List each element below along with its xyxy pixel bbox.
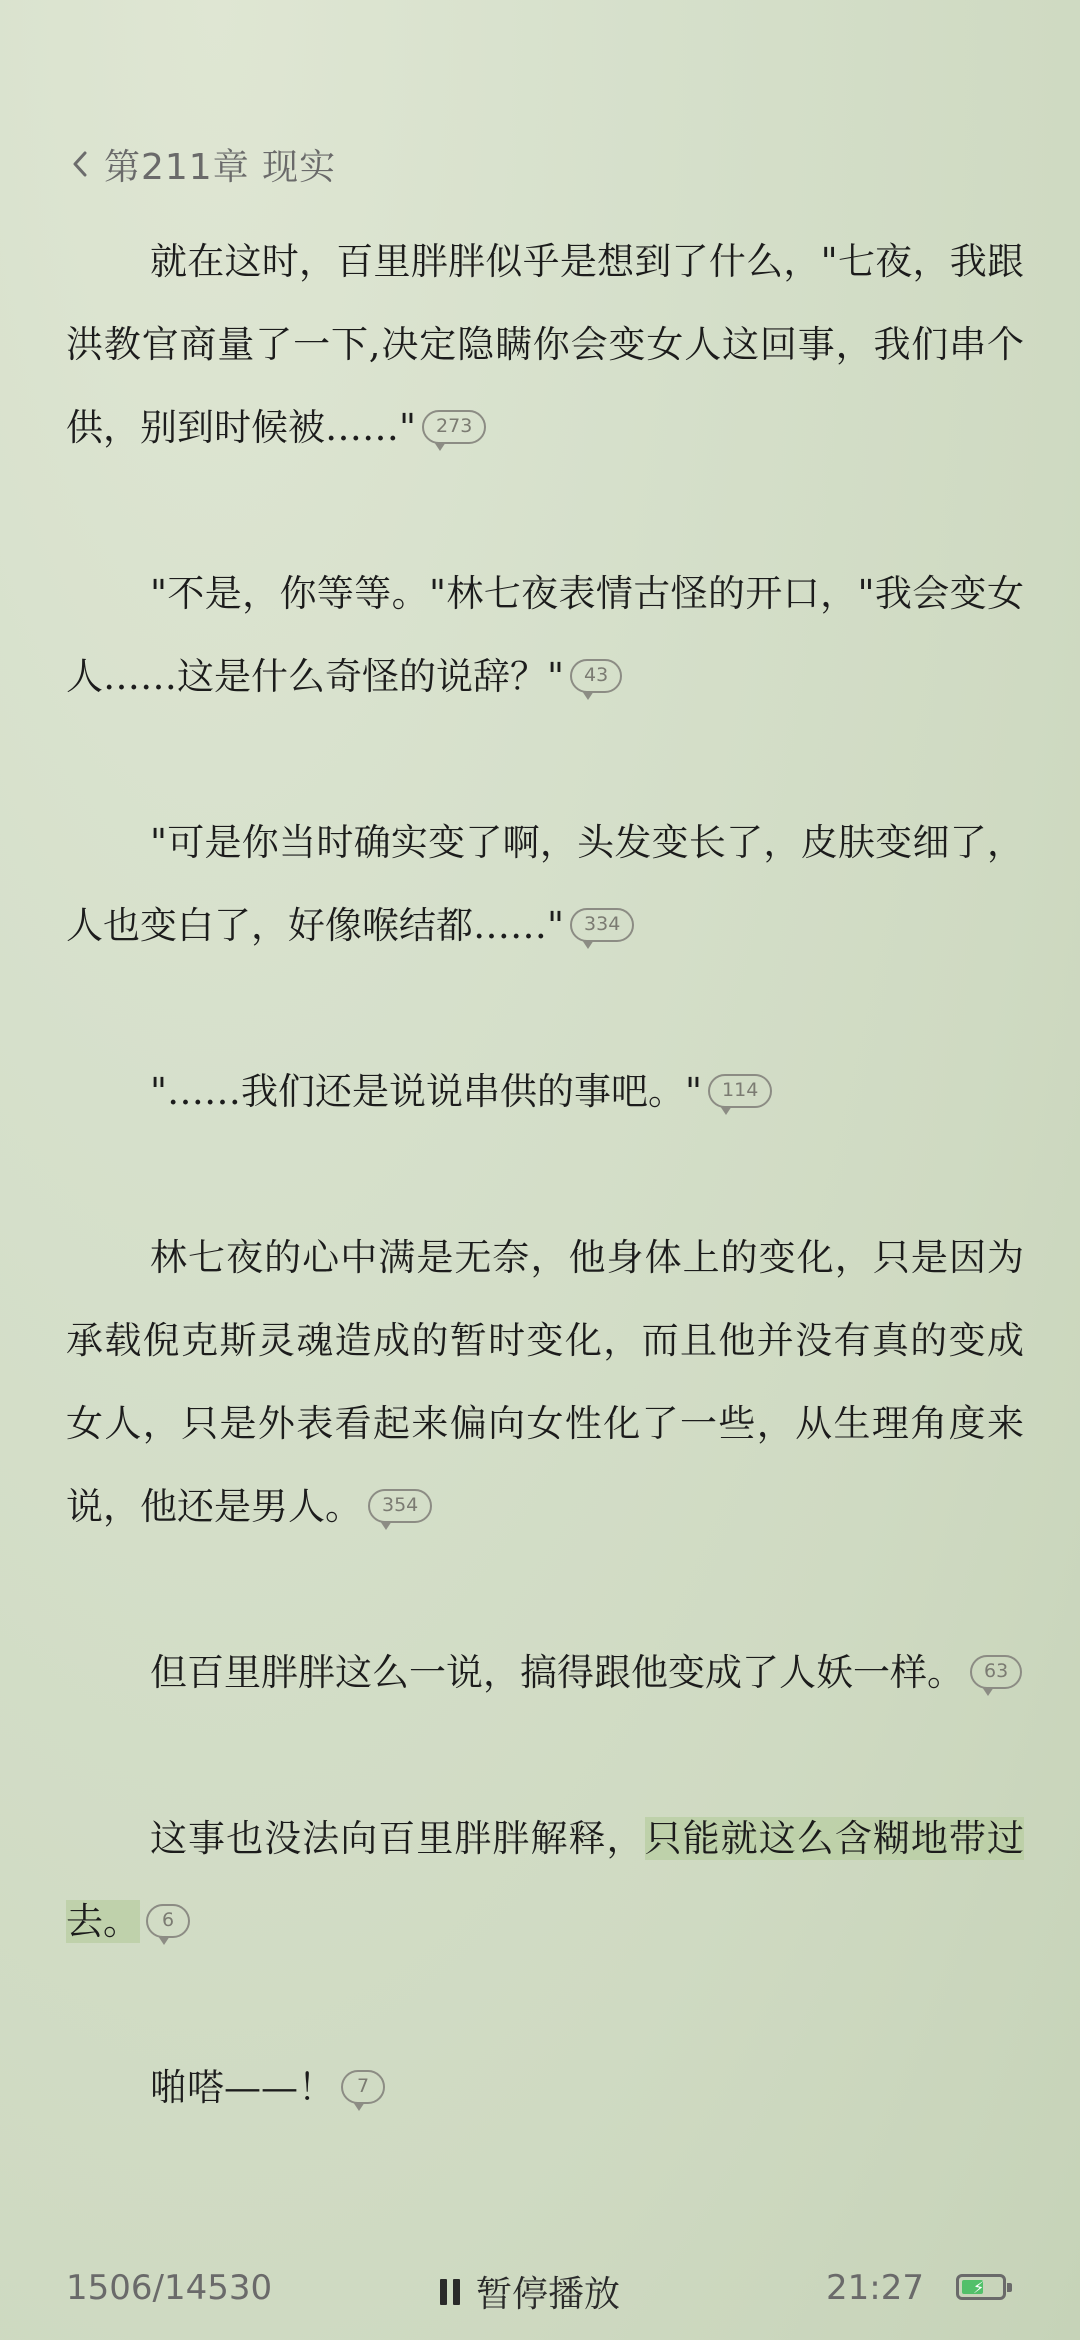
paragraph[interactable] xyxy=(66,552,1024,718)
reading-progress: 1506/14530 xyxy=(66,2268,273,2308)
paragraph-text: 林七夜的心中满是无奈，他身体上的变化，只是因为承载倪克斯灵魂造成的暂时变化，而且他并没有真的变成女人，只是外表看起来偏向女性化了一些，从生理角度来说，他还是男人。 xyxy=(66,1236,1024,1528)
paragraph-text: "……我们还是说说串供的事吧。" xyxy=(150,1070,703,1113)
paragraph[interactable] xyxy=(66,220,1024,469)
clock-time: 21:27 xyxy=(826,2268,924,2308)
comment-count-badge[interactable]: 43 xyxy=(570,659,622,693)
paragraph-text: 这事也没法向百里胖胖解释， xyxy=(150,1817,645,1860)
paragraph-text: 但百里胖胖这么一说，搞得跟他变成了人妖一样。 xyxy=(150,1651,964,1694)
highlighted-text[interactable]: 只能就这么含糊地带过去。 xyxy=(66,1817,1025,1943)
paragraph-text: "不是，你等等。"林七夜表情古怪的开口，"我会变女人……这是什么奇怪的说辞？" xyxy=(66,572,1024,698)
pause-playback-button[interactable] xyxy=(440,2266,620,2317)
paragraph[interactable] xyxy=(66,801,1024,967)
comment-count-badge[interactable]: 7 xyxy=(341,2070,385,2104)
chapter-header[interactable] xyxy=(62,140,336,188)
chapter-title: 第211章 现实 xyxy=(104,146,337,188)
comment-count-badge[interactable]: 6 xyxy=(146,1904,190,1938)
pause-icon xyxy=(440,2279,460,2305)
paragraph[interactable] xyxy=(66,2046,1024,2129)
battery-icon xyxy=(956,2274,1006,2300)
charging-bolt-icon: ⚡ xyxy=(973,2278,985,2297)
comment-count-badge[interactable]: 273 xyxy=(422,410,486,444)
comment-count-badge[interactable]: 334 xyxy=(570,908,634,942)
paragraph-text: 就在这时，百里胖胖似乎是想到了什么，"七夜，我跟洪教官商量了一下,决定隐瞒你会变女人这回事，我们串个供，别到时候被……" xyxy=(66,240,1024,449)
chevron-left-icon[interactable] xyxy=(62,144,98,184)
comment-count-badge[interactable]: 114 xyxy=(708,1074,772,1108)
paragraph-text: "可是你当时确实变了啊，头发变长了，皮肤变细了，人也变白了，好像喉结都……" xyxy=(66,821,1024,947)
comment-count-badge[interactable]: 354 xyxy=(368,1489,432,1523)
reader-footer xyxy=(0,2260,1080,2320)
paragraph[interactable] xyxy=(66,1797,1024,1963)
paragraph[interactable] xyxy=(66,1216,1024,1548)
pause-label: 暂停播放 xyxy=(476,2274,621,2315)
paragraph[interactable] xyxy=(66,1631,1024,1714)
reading-content[interactable] xyxy=(66,220,1024,2212)
paragraph-text: 啪嗒——！ xyxy=(150,2066,335,2109)
comment-count-badge[interactable]: 63 xyxy=(970,1655,1022,1689)
paragraph[interactable] xyxy=(66,1050,1024,1133)
